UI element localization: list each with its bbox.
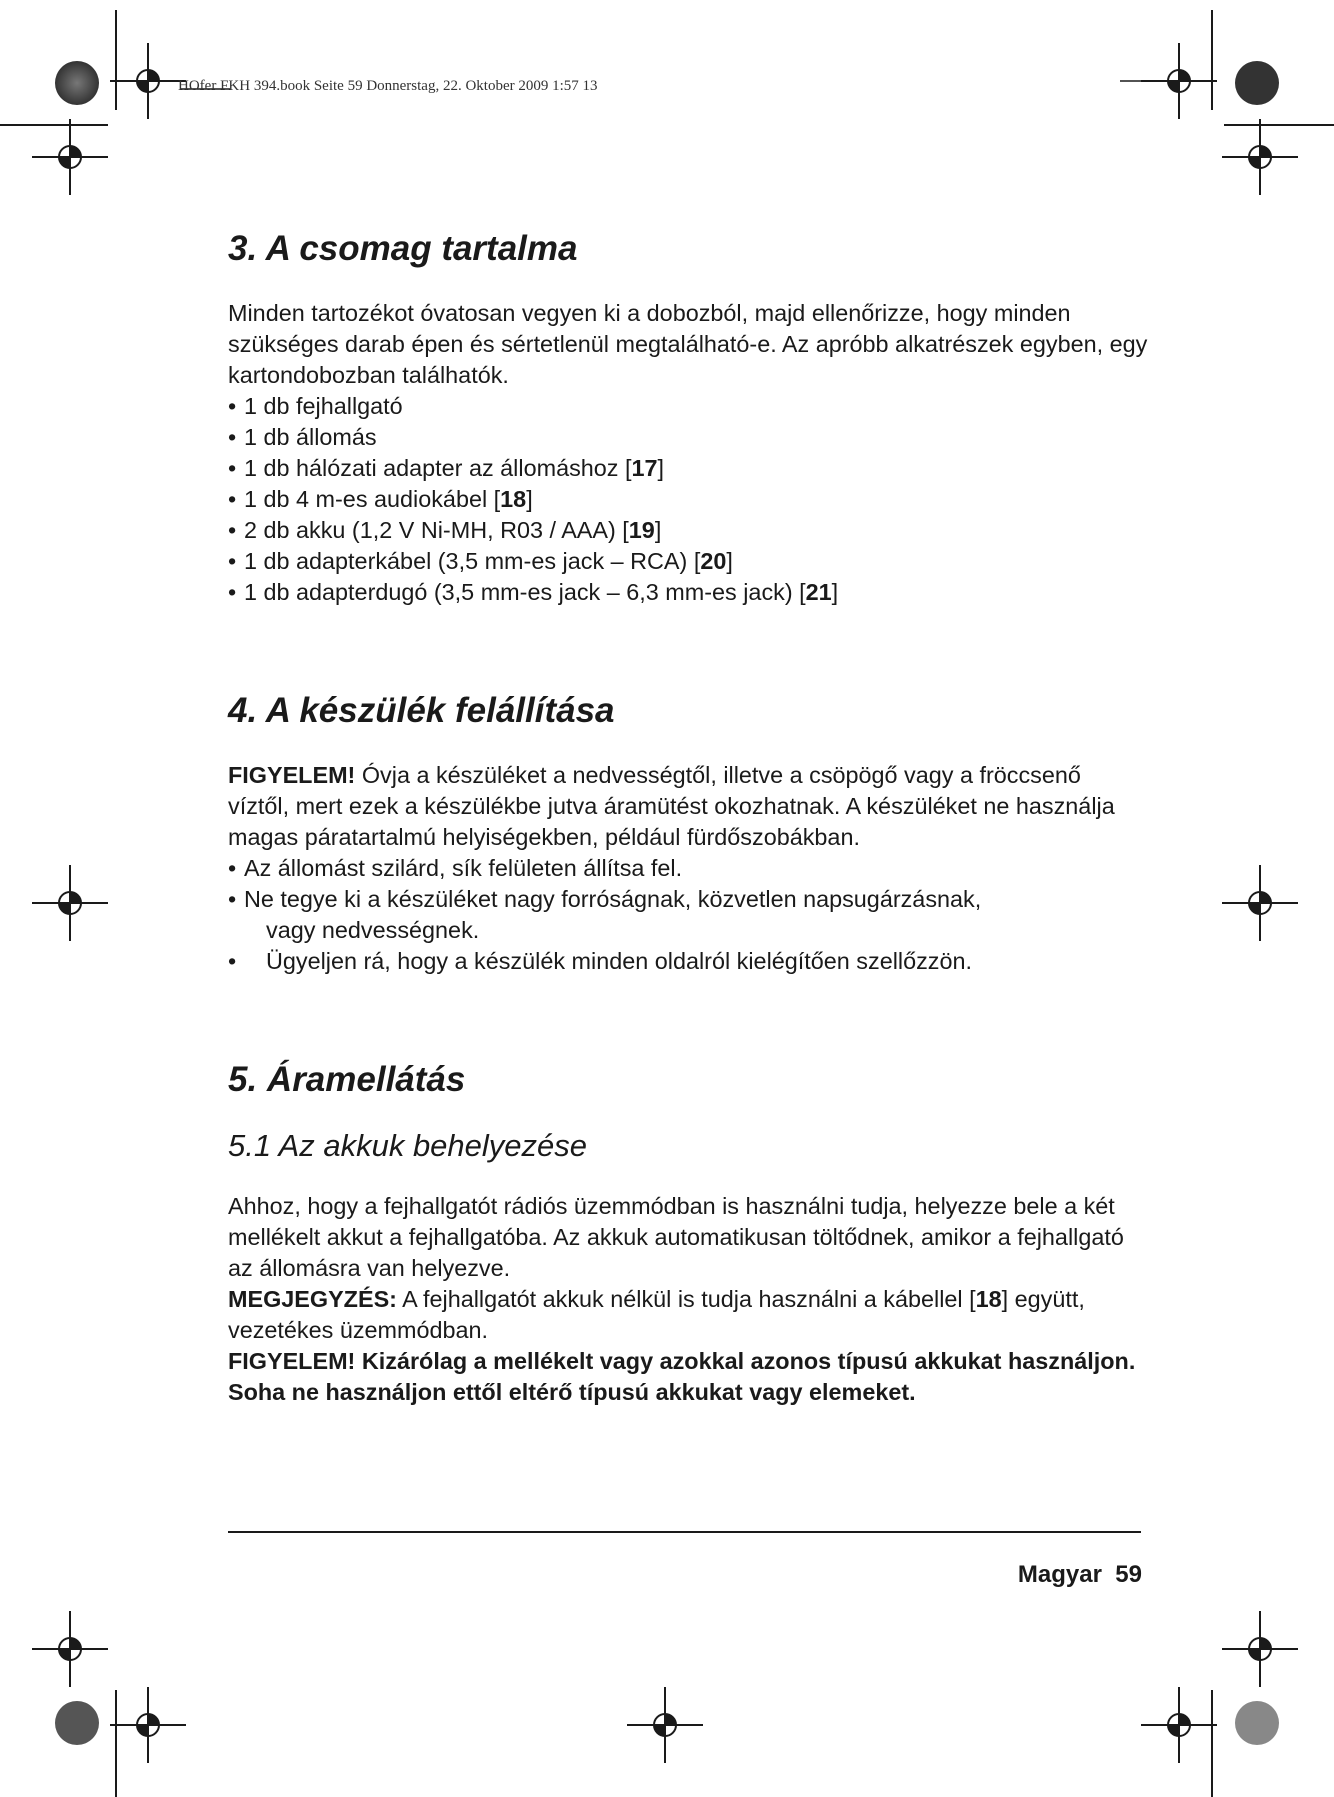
list-item: • Ügyeljen rá, hogy a készülék minden oldalról kielégítően szellőzzön. — [228, 946, 1148, 977]
section-5-1-warning: FIGYELEM! Kizárólag a mellékelt vagy azokkal azonos típusú akkukat használjon. Soha ne használjon ettől eltérő típusú akkukat vagy elemeket. — [228, 1348, 1136, 1405]
page-number: 59 — [1115, 1561, 1142, 1588]
list-item: • 2 db akku (1,2 V Ni-MH, R03 / AAA) [19] — [228, 515, 1148, 546]
print-header: HOfer FKH 394.book Seite 59 Donnerstag, 22. Oktober 2009 1:57 13 — [178, 78, 598, 94]
color-rosette-top-left — [55, 61, 99, 105]
list-item: • 1 db 4 m-es audiokábel [18] — [228, 484, 1148, 515]
color-rosette-bottom-left — [55, 1701, 99, 1745]
section-5-1-paragraph: Ahhoz, hogy a fejhallgatót rádiós üzemmódban is használni tudja, helyezze bele a két mellékelt akkut a fejhallgatóba. Az akkuk automatikusan töltődnek, amikor a fejhallgató az állomásra van helyezve. — [228, 1193, 1124, 1281]
section-4-title: 4. A készülék felállítása — [228, 691, 615, 730]
page-footer — [1018, 1561, 1142, 1589]
list-item: • Ne tegye ki a készüléket nagy forróságnak, közvetlen napsugárzásnak, vagy nedvességnek. — [228, 884, 1148, 946]
page-content — [228, 222, 1148, 1408]
package-contents-list — [228, 391, 1148, 608]
warning-label: FIGYELEM! — [228, 762, 356, 788]
list-item: • 1 db fejhallgató — [228, 391, 1148, 422]
footer-language: Magyar — [1017, 1561, 1102, 1588]
color-rosette-bottom-right — [1235, 1701, 1279, 1745]
section-3-intro: Minden tartozékot óvatosan vegyen ki a dobozból, majd ellenőrizze, hogy minden szükséges darab épen és sértetlenül megtalálható-e. Az apróbb alkatrészek egyben, egy kartondobozban találhatók. — [228, 300, 1148, 388]
list-item: • Az állomást szilárd, sík felületen állítsa fel. — [228, 853, 1148, 884]
section-3-title: 3. A csomag tartalma — [228, 229, 578, 268]
note-label: MEGJEGYZÉS: — [228, 1286, 397, 1312]
list-item: • 1 db állomás — [228, 422, 1148, 453]
setup-list — [228, 853, 1148, 977]
section-4-warning: FIGYELEM! Óvja a készüléket a nedvességtől, illetve a csöpögő vagy a fröccsenő víztől, mert ezek a készülékbe jutva áramütést okozhatnak. A készüléket ne használja magas páratartalmú helyiségekben, például fürdőszobákban. — [228, 762, 1115, 850]
footer-rule — [228, 1531, 1141, 1533]
section-5-title: 5. Áramellátás — [228, 1060, 466, 1099]
color-rosette-top-right — [1235, 61, 1279, 105]
section-5-1-note: MEGJEGYZÉS: A fejhallgatót akkuk nélkül is tudja használni a kábellel [18] együtt, vezetékes üzemmódban. — [228, 1286, 1085, 1343]
warning-label: FIGYELEM! — [228, 1348, 356, 1374]
section-5-1-title: 5.1 Az akkuk behelyezése — [228, 1128, 588, 1163]
list-item: • 1 db adapterkábel (3,5 mm-es jack – RCA) [20] — [228, 546, 1148, 577]
list-item: • 1 db hálózati adapter az állomáshoz [17] — [228, 453, 1148, 484]
list-item: • 1 db adapterdugó (3,5 mm-es jack – 6,3 mm-es jack) [21] — [228, 577, 1148, 608]
